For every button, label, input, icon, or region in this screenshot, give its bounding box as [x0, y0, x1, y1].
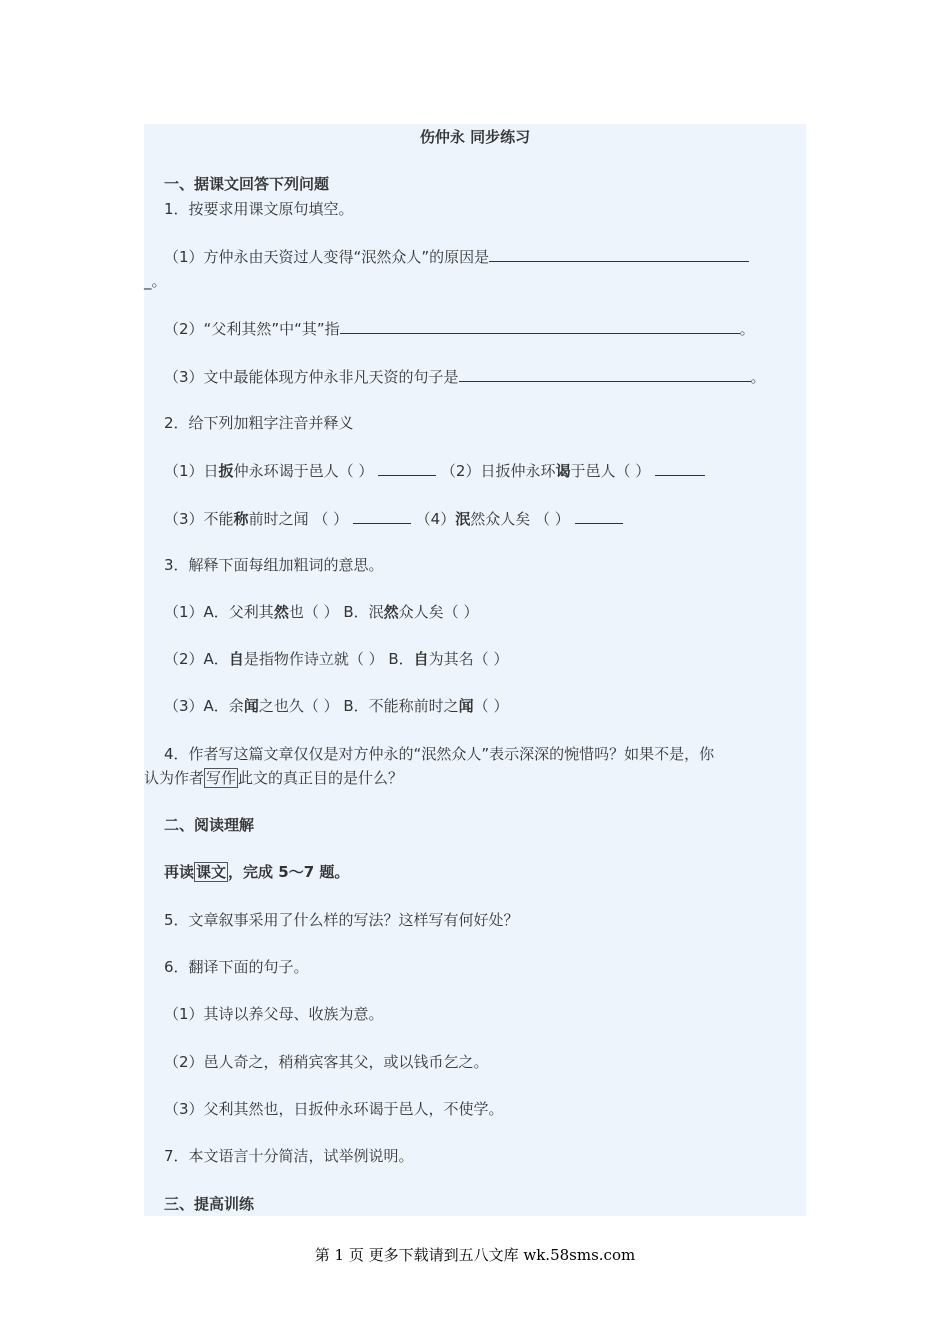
q3-2a-suffix: 是指物作诗立就（ ） B．	[243, 650, 414, 668]
q3-2b-bold-word: 自	[413, 650, 429, 668]
question-6-3: （3）父利其然也，日扳仲永环谒于邑人，不使学。	[164, 1100, 504, 1118]
q2-c-bold-char: 称	[233, 510, 249, 528]
q3-1a-suffix: 也（ ） B．泯	[288, 603, 384, 621]
q2-a-suffix: 仲永环谒于邑人（ ）	[233, 462, 374, 480]
q3-2a-prefix: （2）A．	[164, 650, 229, 668]
question-1-1-text: （1）方仲永由天资过人变得“泯然众人”的原因是	[164, 248, 490, 266]
q2-c-prefix: （3）不能	[164, 510, 234, 528]
question-3: 3．解释下面每组加粗词的意思。	[164, 556, 384, 574]
q4-suffix: 此文的真正目的是什么？	[238, 769, 404, 787]
question-1-3-text: （3）文中最能体现方仲永非凡天资的句子是	[164, 368, 459, 386]
answer-blank-2-4[interactable]	[575, 508, 623, 524]
q3-2b-suffix: 为其名（ ）	[428, 650, 509, 668]
question-7: 7．本文语言十分简洁，试举例说明。	[164, 1147, 414, 1165]
q3-1a-bold-word: 然	[273, 603, 289, 621]
q2-d-suffix: 然众人矣 （ ）	[470, 510, 570, 528]
q2-a-prefix: （1）日	[164, 462, 219, 480]
q2-c-suffix: 前时之闻 （ ）	[248, 510, 349, 528]
section-2-heading: 二、阅读理解	[164, 816, 255, 834]
answer-blank-2-2[interactable]	[655, 460, 705, 476]
q3-2a-bold-word: 自	[228, 650, 244, 668]
question-3-2	[164, 649, 508, 669]
section-1-heading: 一、据课文回答下列问题	[164, 175, 330, 193]
page-title: 伤仲永 同步练习	[419, 128, 531, 146]
reread-instruction	[164, 862, 349, 882]
q2-d-prefix: （4）	[415, 510, 456, 528]
question-1-1-end: _。	[144, 272, 167, 290]
q3-3a-prefix: （3）A．余	[164, 697, 244, 715]
question-6-1: （1）其诗以养父母、收族为意。	[164, 1005, 384, 1023]
q4-prefix: 认为作者	[144, 769, 205, 787]
q3-1a-prefix: （1）A．父利其	[164, 603, 274, 621]
reread-boxed-word: 课文	[196, 863, 227, 881]
question-4-line-1: 4．作者写这篇文章仅仅是对方仲永的“泯然众人”表示深深的惋惜吗？如果不是，你	[164, 745, 715, 763]
answer-blank-2-1[interactable]	[378, 460, 436, 476]
answer-blank-1-2[interactable]	[340, 318, 740, 334]
reread-prefix: 再读	[164, 863, 195, 881]
question-6: 6．翻译下面的句子。	[164, 958, 309, 976]
answer-blank-1-3[interactable]	[459, 366, 751, 382]
q3-3a-bold-word: 闻	[243, 697, 259, 715]
page-footer: 第 1 页 更多下载请到五八文库 wk.58sms.com	[314, 1246, 636, 1264]
question-4-line-2	[144, 768, 403, 788]
question-2-row-1	[164, 460, 705, 481]
q2-a-bold-char: 扳	[218, 462, 234, 480]
question-1-1	[164, 246, 749, 267]
question-1-2-text: （2）“父利其然”中“其”指	[164, 320, 340, 338]
q3-1b-bold-word: 然	[383, 603, 399, 621]
question-3-3	[164, 696, 508, 716]
reread-suffix: ，完成 5～7 题。	[228, 863, 350, 881]
section-3-heading: 三、提高训练	[164, 1195, 255, 1213]
q3-3a-suffix: 之也久（ ） B．不能称前时之	[258, 697, 459, 715]
question-2-row-2	[164, 508, 623, 529]
answer-blank-1-1[interactable]	[489, 246, 749, 262]
question-3-1	[164, 602, 478, 622]
q3-3b-suffix: （ ）	[473, 697, 509, 715]
question-1-2	[164, 318, 755, 339]
q2-b-bold-char: 谒	[555, 462, 571, 480]
question-1-3	[164, 366, 766, 387]
q3-1b-suffix: 众人矣（ ）	[398, 603, 479, 621]
question-1: 1．按要求用课文原句填空。	[164, 200, 354, 218]
q2-d-bold-char: 泯	[455, 510, 471, 528]
question-1-3-end: 。	[750, 368, 766, 386]
q2-b-suffix: 于邑人（ ）	[570, 462, 651, 480]
q4-boxed-word: 写作	[206, 769, 237, 787]
question-6-2: （2）邑人奇之，稍稍宾客其父，或以钱币乞之。	[164, 1053, 489, 1071]
question-2: 2．给下列加粗字注音并释义	[164, 414, 354, 432]
q2-b-prefix: （2）日扳仲永环	[440, 462, 556, 480]
q3-3b-bold-word: 闻	[458, 697, 474, 715]
question-5: 5．文章叙事采用了什么样的写法？这样写有何好处？	[164, 911, 519, 929]
answer-blank-2-3[interactable]	[353, 508, 411, 524]
question-1-2-end: 。	[739, 320, 755, 338]
